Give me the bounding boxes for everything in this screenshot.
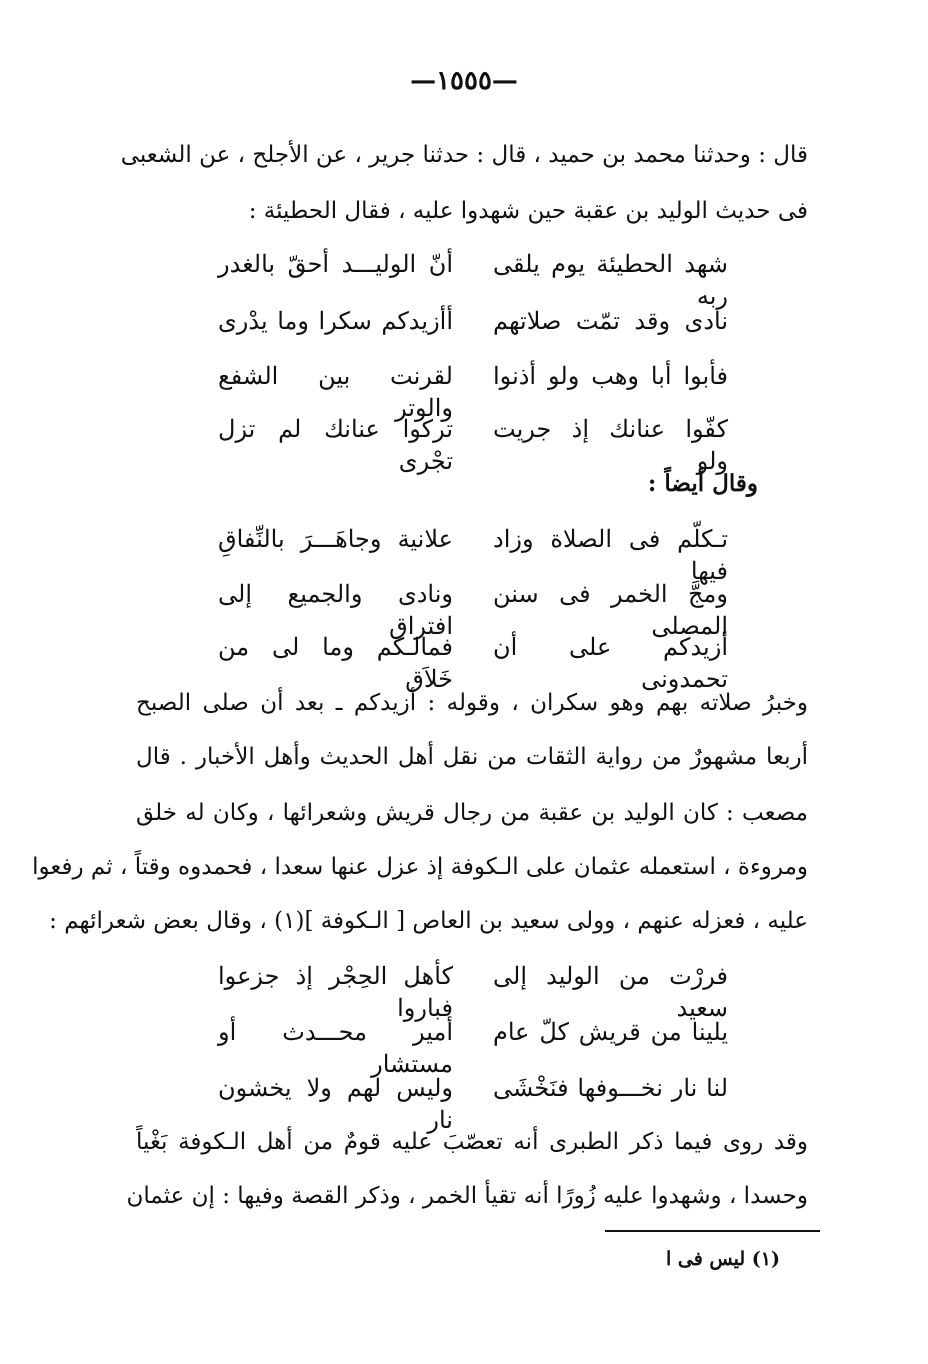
hemistich-first: أزيدكم على أن تحمدونى bbox=[493, 633, 728, 693]
hemistich-second: أأزيدكم سكرا وما يدْرى bbox=[218, 307, 453, 335]
footnote: (١) ليس فى ا bbox=[666, 1248, 780, 1270]
page-number: —١٥٥٥— bbox=[410, 66, 518, 96]
hemistich-first: يلينا من قريش كلّ عام bbox=[493, 1018, 728, 1046]
hemistich-second: أنّ الوليـــد أحقّ بالغدر bbox=[218, 250, 453, 278]
hemistich-second: وليس لهم ولا يخشون نار bbox=[218, 1074, 453, 1134]
paragraph-line: قال : وحدثنا محمد بن حميد ، قال : حدثنا جرير ، عن الأجلح ، عن الشعبى bbox=[120, 142, 808, 168]
hemistich-first: نادى وقد تمّت صلاتهم bbox=[493, 307, 728, 335]
hemistich-first: كفّوا عنانك إذ جريت ولو bbox=[493, 415, 728, 475]
hemistich-second: كأهل الحِجْر إذ جزعوا فباروا bbox=[218, 962, 453, 1022]
hemistich-second: ونادى والجميع إلى افتراق bbox=[218, 580, 453, 640]
hemistich-second: فمالـكم وما لى من خَلاَق bbox=[218, 633, 453, 693]
paragraph-line: ومروءة ، استعمله عثمان على الـكوفة إذ عزل عنها سعدا ، فحمدوه وقتاً ، ثم رفعوا bbox=[32, 854, 808, 880]
hemistich-first: فأبوا أبا وهب ولو أذنوا bbox=[493, 362, 728, 390]
verse-line bbox=[218, 248, 728, 312]
paragraph-line: وخبرُ صلاته بهم وهو سكران ، وقوله : أزيدكم ـ بعد أن صلى الصبح bbox=[136, 690, 808, 716]
paragraph-line: وقد روى فيما ذكر الطبرى أنه تعصّبَ عليه قومٌ من أهل الـكوفة بَغْياً bbox=[136, 1129, 808, 1155]
footnote-divider bbox=[605, 1230, 820, 1232]
hemistich-first: شهد الحطيئة يوم يلقى ربه bbox=[493, 250, 728, 310]
paragraph-line: وحسدا ، وشهدوا عليه زُورًا أنه تقيأ الخمر ، وذكر القصة وفيها : إن عثمان bbox=[126, 1183, 808, 1209]
paragraph-line: أربعا مشهورٌ من رواية الثقات من نقل أهل الحديث وأهل الأخبار . قال bbox=[136, 744, 808, 770]
verse-line bbox=[218, 960, 728, 1024]
hemistich-first: تـكلّم فى الصلاة وزاد فيها bbox=[493, 525, 728, 585]
verse-line bbox=[218, 631, 728, 695]
verse-line bbox=[218, 305, 728, 337]
hemistich-second: تركوا عنانك لم تزل تجْرى bbox=[218, 415, 453, 475]
hemistich-second: علانية وجاهَـــرَ بالنِّفاقِ bbox=[218, 525, 453, 553]
hemistich-second: أمير محـــدث أو مستشار bbox=[218, 1018, 453, 1078]
section-heading: وقال أيضاً : bbox=[647, 470, 758, 497]
hemistich-first: فررْت من الوليد إلى سعيد bbox=[493, 962, 728, 1022]
verse-line bbox=[218, 1016, 728, 1080]
paragraph-line: عليه ، فعزله عنهم ، وولى سعيد بن العاص [ الـكوفة ](١) ، وقال بعض شعرائهم : bbox=[49, 908, 808, 934]
paragraph-line: فى حديث الوليد بن عقبة حين شهدوا عليه ، فقال الحطيئة : bbox=[248, 198, 808, 224]
paragraph-line: مصعب : كان الوليد بن عقبة من رجال قريش وشعرائها ، وكان له خلق bbox=[136, 800, 808, 826]
hemistich-first: ومجَّ الخمر فى سنن المصلى bbox=[493, 580, 728, 640]
hemistich-second: لقرنت بين الشفع والوتر bbox=[218, 362, 453, 422]
verse-line bbox=[218, 413, 728, 477]
hemistich-first: لنا نار نخـــوفها فنَخْشَى bbox=[493, 1074, 728, 1102]
